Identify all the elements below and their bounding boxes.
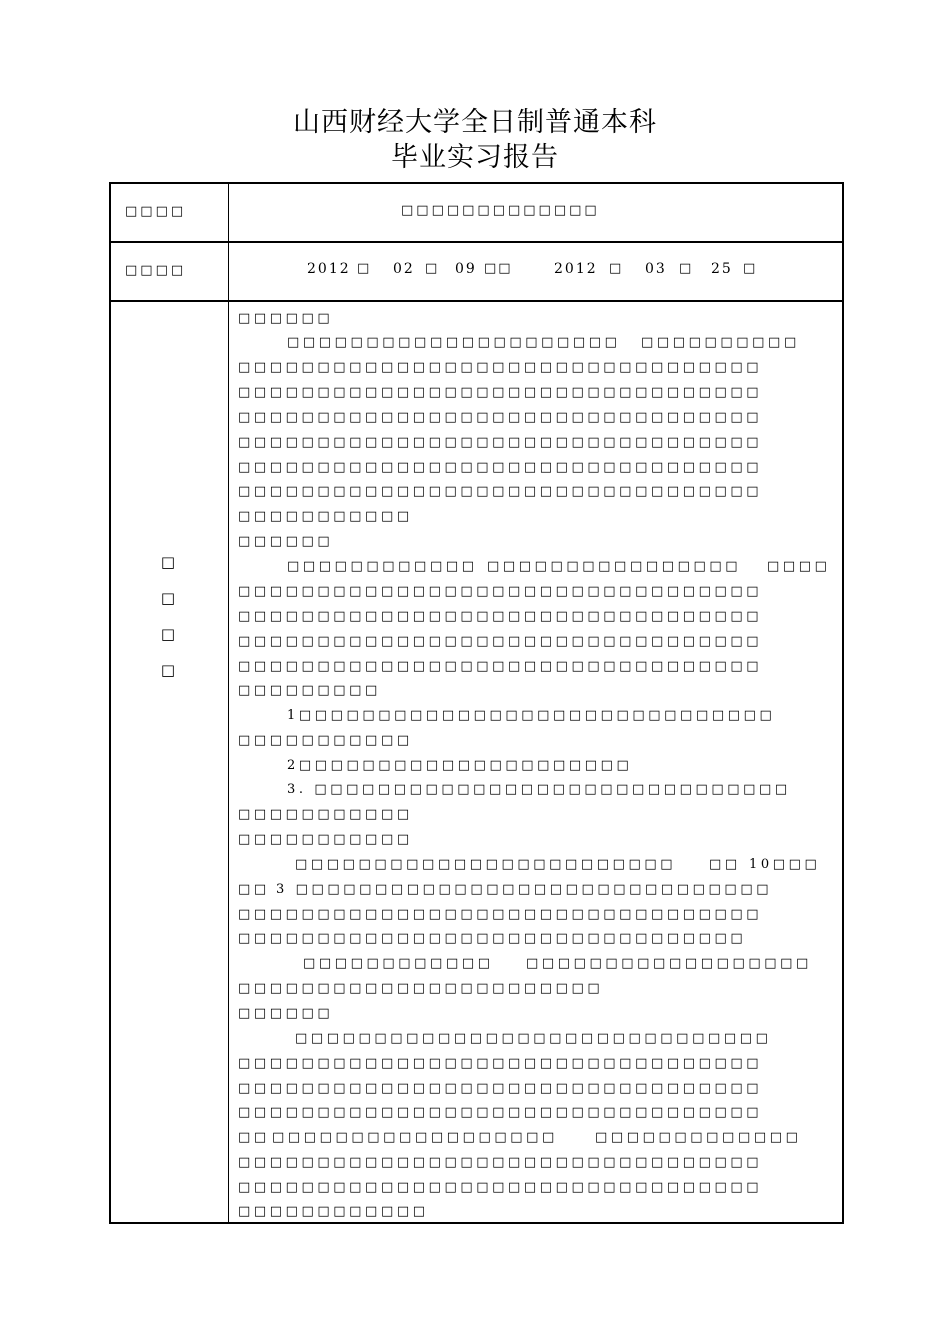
body-text-segment: □□	[709, 857, 741, 872]
body-text-segment: □□□□□□□□□□□	[238, 733, 413, 748]
body-text-segment: □□□□□□□□□□□□□□□□□□□□□□□□□□□□□□□□□	[238, 1056, 763, 1071]
body-text-segment: □□□□□□□□□□□	[238, 807, 413, 822]
report-table	[109, 182, 844, 1224]
start-year: 2012	[307, 261, 351, 277]
year-unit: □	[357, 261, 372, 276]
day-unit: □	[743, 261, 758, 276]
body-text-segment: □□	[238, 882, 270, 897]
body-text-segment: □□□□□□□□□□□□□□□□□□□□□□□□□□□□□□□□□	[238, 460, 763, 475]
body-text-segment: 1□□□□□□□□□□□□□□□□□□□□□□□□□□□□□□	[287, 708, 776, 723]
side-label-char: □	[160, 661, 176, 679]
content-side-label	[153, 544, 183, 688]
body-text-segment: □□□□□□	[238, 311, 334, 326]
body-text-segment: □□□□□□□□□□□□□□□□□□□□□□□□□□□□□□□□	[238, 931, 747, 946]
row-divider	[111, 300, 842, 302]
body-text-segment: □□□□□□□□□□□□□□□□□□□□□□□□□□□□□□□□□	[238, 1105, 763, 1120]
body-text-segment: □□□□□□□□□□□□□□□□□□□□□□□□□□□□□□□□□	[238, 435, 763, 450]
body-text-segment: □□□□□□□□□□□□	[303, 956, 494, 971]
end-day: 25	[711, 261, 733, 277]
body-text-segment: □□□□□□□□□□□	[238, 832, 413, 847]
body-text-segment: □□□□□□□□□	[238, 683, 381, 698]
body-text-segment: □□□□□□□□□□□□□□□□□□□□□□□□□□□□□□	[295, 1031, 772, 1046]
month-unit: □	[679, 261, 694, 276]
row2-label: □□□□	[125, 263, 187, 278]
row-divider	[111, 241, 842, 243]
body-text-segment: □□□□□□□□□□□□□□□□□□□□□□□□□□□□□□□□□	[238, 410, 763, 425]
day-unit: □□	[484, 261, 513, 276]
body-text-segment: □□□□□□□□□□□□□□□□□□□□□□□□□□□□□□□□□	[238, 907, 763, 922]
end-year: 2012	[554, 261, 598, 277]
body-text-segment: □□□□□□□□□□□□	[287, 559, 478, 574]
body-text-segment: □□□□□□□□□□□□□□□□□□□□□□□□□□□□□□□□□	[238, 609, 763, 624]
body-text-segment: □□□□□□□□□□□□□□□□□□□□□□□□□□□□□□□□□	[238, 634, 763, 649]
report-title-line2: 毕业实习报告	[391, 142, 559, 173]
end-month: 03	[645, 261, 667, 277]
body-text-segment: □□□□□□□□□□□□□□□□	[487, 559, 742, 574]
body-text-segment: □□□□□□□□□□□	[238, 509, 413, 524]
body-text-segment: 3. □□□□□□□□□□□□□□□□□□□□□□□□□□□□□□	[287, 782, 791, 797]
body-text-segment: 3 □□□□□□□□□□□□□□□□□□□□□□□□□□□□□□	[276, 882, 773, 897]
body-text-segment: □□□□□□□□□□□□□□□□□□□□□□□□□□□□□□□□□	[238, 385, 763, 400]
body-text-segment: □□□□□□□□□□□□□□□□□□□□□□□□□□□□□□□□□	[238, 1081, 763, 1096]
body-text-segment: □□□□□□	[238, 1006, 334, 1021]
body-text-segment: □□□□□□□□□□□□□□□□□□□□□□□	[238, 981, 604, 996]
body-text-segment: □□□□	[767, 559, 831, 574]
row1-value: □□□□□□□□□□□□□	[401, 203, 600, 218]
side-label-char: □	[160, 589, 176, 607]
body-text-segment: □□□□□□□□□□□□□□□□□□□□□□□□□□□□□□□□□	[238, 1180, 763, 1195]
body-text-segment: □□□□□□□□□□□□□□□□□□	[272, 1130, 558, 1145]
month-unit: □	[425, 261, 440, 276]
body-text-segment: □□□□□□□□□□□□□□□□□□□□□□□□□□□□□□□□□	[238, 484, 763, 499]
report-title-line1: 山西财经大学全日制普通本科	[293, 107, 657, 138]
body-text-segment: □□□□□□□□□□□□□□□□□□□□□	[287, 335, 621, 350]
body-text-segment: □□□□□□□□□□	[641, 335, 800, 350]
side-label-char: □	[160, 553, 176, 571]
body-text-segment: □□	[238, 1130, 270, 1145]
body-text-segment: □□□□□□□□□□□□□□□□□□□□□□□□□□□□□□□□□	[238, 360, 763, 375]
body-text-segment: □□□□□□□□□□□□	[238, 1204, 429, 1219]
body-text-segment: □□□□□□	[238, 534, 334, 549]
start-month: 02	[393, 261, 415, 277]
year-unit: □	[609, 261, 624, 276]
body-text-segment: 2□□□□□□□□□□□□□□□□□□□□□	[287, 758, 633, 773]
side-label-char: □	[160, 625, 176, 643]
start-day: 09	[455, 261, 477, 277]
body-text-segment: □□□□□□□□□□□□□□□□□□□□□□□□	[295, 857, 677, 872]
body-text-segment: □□□□□□□□□□□□□□□□□□□□□□□□□□□□□□□□□	[238, 584, 763, 599]
column-divider	[228, 184, 229, 1222]
body-text-segment: □□□□□□□□□□□□□□□□□□	[526, 956, 812, 971]
body-text-segment: 10□□□	[749, 857, 821, 872]
row1-label: □□□□	[125, 204, 187, 219]
body-text-segment: □□□□□□□□□□□□□□□□□□□□□□□□□□□□□□□□□	[238, 1155, 763, 1170]
body-text-segment: □□□□□□□□□□□□□□□□□□□□□□□□□□□□□□□□□	[238, 659, 763, 674]
body-text-segment: □□□□□□□□□□□□□	[595, 1130, 802, 1145]
